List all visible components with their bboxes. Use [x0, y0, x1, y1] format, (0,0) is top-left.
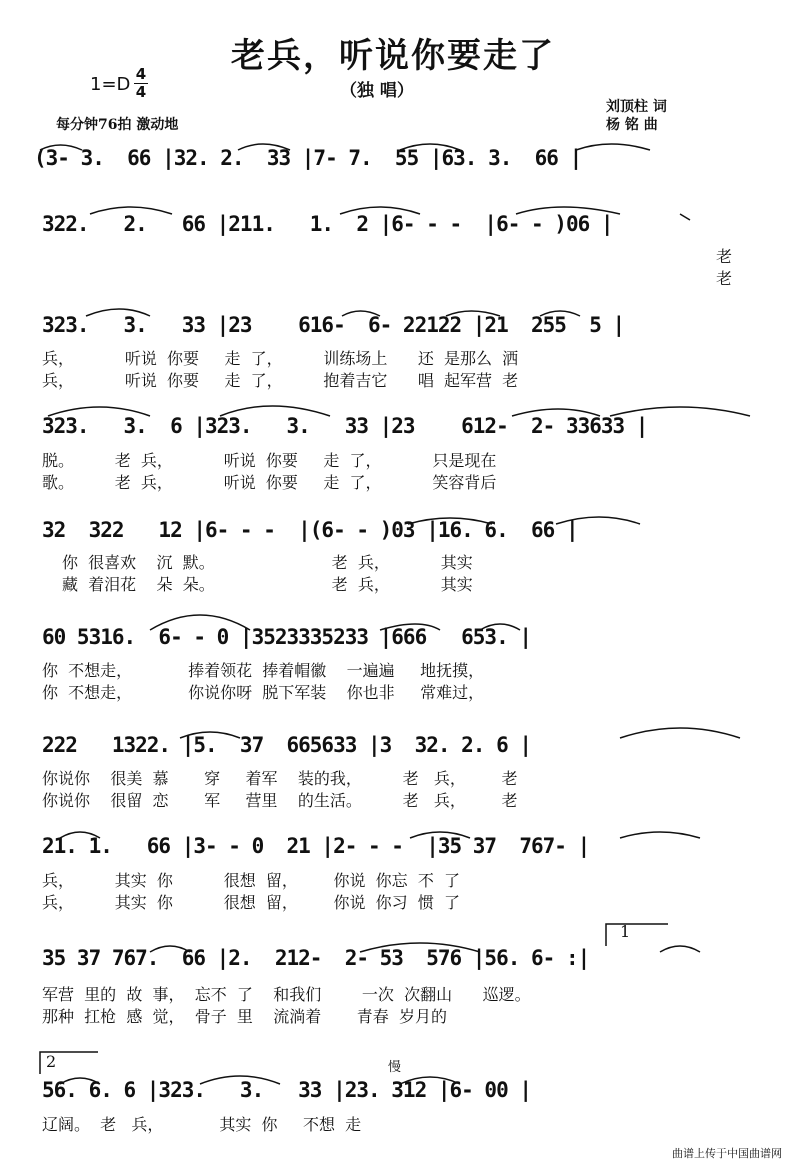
- system-5-lyrics-1: 你 很喜欢 沉 默。 老 兵， 其实: [62, 553, 473, 572]
- system-10-lyrics-1: 辽阔。 老 兵， 其实 你 不想 走: [42, 1115, 362, 1134]
- system-8-lyrics-2: 兵， 其实 你 很想 留， 你说 你习 惯 了: [42, 893, 461, 912]
- system-1-notes: (3- 3. 66 |32. 2. 33 |7- 7. 55 |63. 3. 66 |: [34, 146, 582, 170]
- system-6-lyrics-2: 你 不想走， 你说你呀 脱下军装 你也非 常难过，: [42, 683, 485, 702]
- system-7-lyrics-2: 你说你 很留 恋 军 营里 的生活。 老 兵， 老: [42, 791, 518, 810]
- system-6-notes: 60 5316. 6- - 0 |3523335233 |666 653. |: [42, 625, 532, 649]
- volta-1-label: 1: [620, 922, 631, 941]
- system-4-notes: 323. 3. 6 |323. 3. 33 |23 612- 2- 33633 |: [42, 414, 648, 438]
- system-3-notes: 323. 3. 33 |23 616- 6- 22122 |21 255 5 |: [42, 313, 625, 337]
- performance-type: （独 唱）: [340, 81, 414, 101]
- system-2-lyrics-2: 老: [716, 269, 733, 288]
- system-5-notes: 32 322 12 |6- - - |(6- - )03 |16. 6. 66 |: [42, 518, 578, 542]
- system-4-lyrics-2: 歌。 老 兵， 听说 你要 走 了， 笑容背后: [42, 473, 497, 492]
- tempo-marking: 每分钟76拍 激动地: [56, 117, 179, 133]
- system-3-lyrics-2: 兵， 听说 你要 走 了， 抱着吉它 唱 起军营 老: [42, 371, 519, 390]
- system-9-lyrics-2: 那种 扛枪 感 觉， 骨子 里 流淌着 青春 岁月的: [42, 1007, 447, 1026]
- system-9-lyrics-1: 军营 里的 故 事， 忘不 了 和我们 一次 次翻山 巡逻。: [42, 985, 531, 1004]
- system-2-notes: 322. 2. 66 |211. 1. 2 |6- - - |6- - )06 |: [42, 212, 613, 236]
- system-8-notes: 21. 1. 66 |3- - 0 21 |2- - - |35 37 767- |: [42, 834, 590, 858]
- composer-credit: 杨 铭 曲: [606, 117, 658, 133]
- system-5-lyrics-2: 藏 着泪花 朵 朵。 老 兵， 其实: [62, 575, 473, 594]
- system-4-lyrics-1: 脱。 老 兵， 听说 你要 走 了， 只是现在: [42, 451, 497, 470]
- time-signature-top: 4: [135, 65, 147, 83]
- system-7-lyrics-1: 你说你 很美 慕 穿 着军 装的我， 老 兵， 老: [42, 769, 518, 788]
- system-9-notes: 35 37 767. 66 |2. 212- 2- 53 576 |56. 6- :|: [42, 946, 590, 970]
- system-3-lyrics-1: 兵， 听说 你要 走 了， 训练场上 还 是那么 洒: [42, 349, 519, 368]
- lyricist-credit: 刘顶柱 词: [606, 99, 667, 115]
- tempo-hint: 慢: [388, 1060, 402, 1075]
- system-8-lyrics-1: 兵， 其实 你 很想 留， 你说 你忘 不 了: [42, 871, 461, 890]
- volta-2-label: 2: [46, 1052, 57, 1071]
- system-2-lyrics-1: 老: [716, 247, 733, 266]
- system-10-notes: 56. 6. 6 |323. 3. 33 |23. 312 |6- 00 |: [42, 1078, 532, 1102]
- slur-group: [40, 144, 750, 1084]
- key-signature: 1=D: [90, 74, 131, 95]
- time-signature-bottom: 4: [135, 83, 147, 101]
- system-6-lyrics-1: 你 不想走， 捧着领花 捧着帽徽 一遍遍 地抚摸，: [42, 661, 485, 680]
- site-watermark: 曲谱上传于中国曲谱网: [672, 1147, 782, 1160]
- song-title: 老兵，听说你要走了: [231, 36, 555, 76]
- system-7-notes: 222 1322. |5. 37 665633 |3 32. 2. 6 |: [42, 733, 532, 757]
